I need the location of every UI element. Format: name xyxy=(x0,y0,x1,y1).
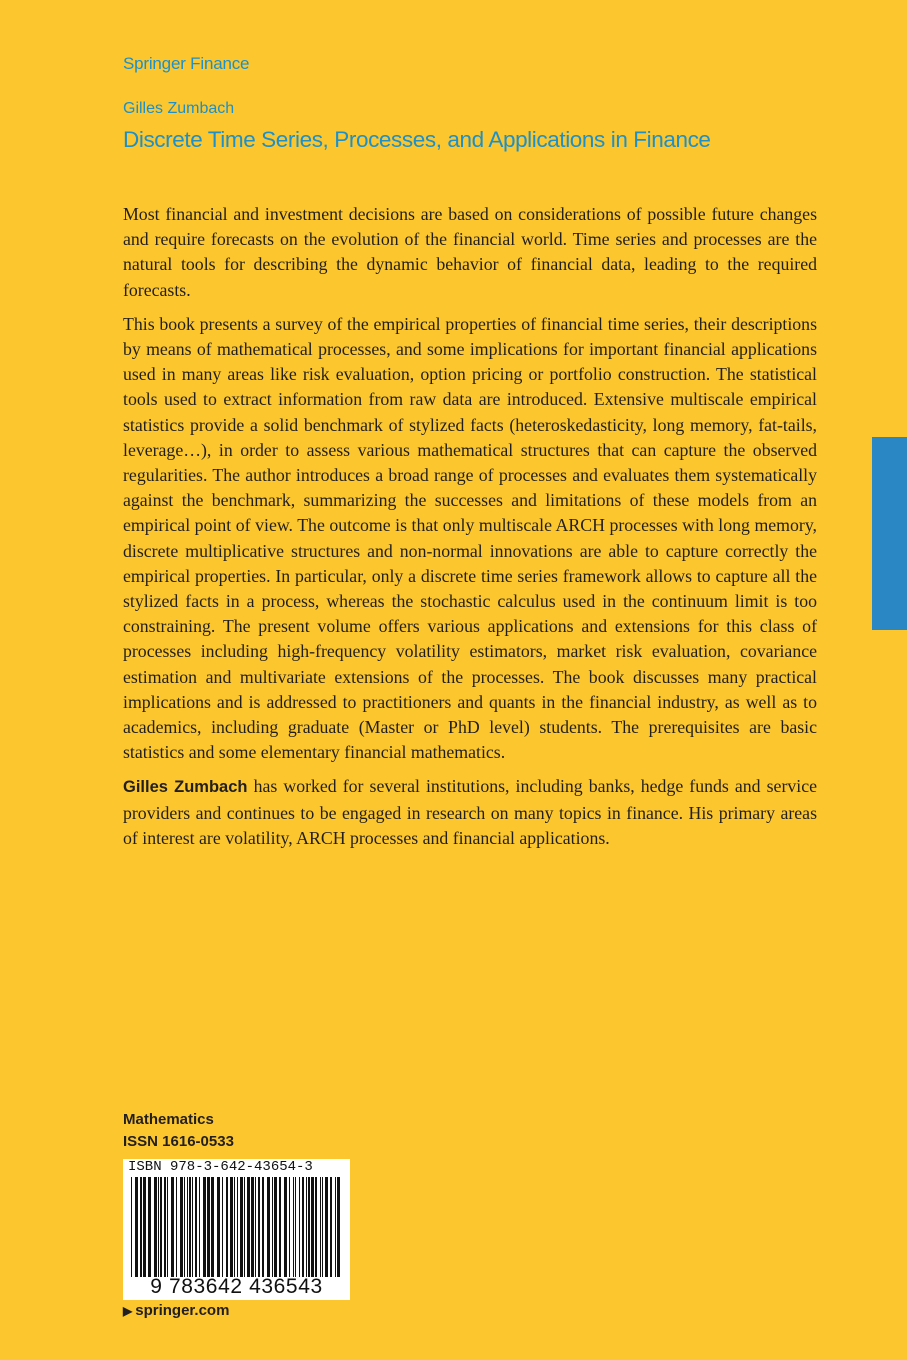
issn-label: ISSN 1616-0533 xyxy=(123,1133,234,1150)
barcode-bar xyxy=(255,1177,256,1277)
author-bio xyxy=(123,774,817,851)
barcode-bar xyxy=(247,1177,250,1277)
book-title: Discrete Time Series, Processes, and Applications in Finance xyxy=(123,127,711,152)
subject-label: Mathematics xyxy=(123,1111,214,1128)
barcode-bar xyxy=(289,1177,290,1277)
description-paragraph-2: This book presents a survey of the empirical properties of financial time series, their descriptions by means of mathematical processes, and some implications for important financial applications used in many areas like risk evaluation, option pricing or portfolio construction. The statistical tools used to extract information from raw data are introduced. Extensive multiscale empirical statistics provide a solid benchmark of stylized facts (heteroskedasticity, long memory, fat-tails, leverage…), in order to assess various mathematical structures that can capture the observed regularities. The author introduces a broad range of processes and evaluates them systematically against the benchmark, summarizing the successes and limitations of these models from an empirical point of view. The outcome is that only multiscale ARCH processes with long memory, discrete multiplicative structures and non-normal innovations are able to capture correctly the empirical properties. In particular, only a discrete time series framework allows to capture all the stylized facts in a process, whereas the stochastic calculus used in the continuum limit is too constraining. The present volume offers various applications and extensions for this class of processes including high-frequency volatility estimators, market risk evaluation, covariance estimation and multivariate extensions of the processes. The book discusses many practical implications and is addressed to practitioners and quants in the financial industry, as well as to academics, including graduate (Master or PhD level) students. The prerequisites are basic statistics and some elementary financial mathematics. xyxy=(123,313,817,763)
barcode-bar xyxy=(176,1177,177,1277)
barcode-bar xyxy=(211,1177,214,1277)
barcode-bar xyxy=(237,1177,238,1277)
barcode-bar xyxy=(160,1177,162,1277)
back-cover-text xyxy=(123,202,817,860)
barcode-bar xyxy=(143,1177,146,1277)
barcode-bar xyxy=(192,1177,193,1277)
barcode-bar xyxy=(311,1177,314,1277)
barcode-bar xyxy=(325,1177,328,1277)
arrow-icon: ▶ xyxy=(123,1304,133,1318)
barcode-bar xyxy=(158,1177,159,1277)
barcode-bar xyxy=(226,1177,228,1277)
barcode-bar xyxy=(279,1177,281,1277)
barcode-bar xyxy=(189,1177,191,1277)
barcode-bar xyxy=(293,1177,294,1277)
barcode-bar xyxy=(240,1177,243,1277)
website-label: springer.com xyxy=(135,1302,230,1319)
barcode-bar xyxy=(299,1177,300,1277)
barcode-bar xyxy=(315,1177,317,1277)
barcode-bar xyxy=(267,1177,270,1277)
description-paragraph-1: Most financial and investment decisions are based on considerations of possible future changes and require forecasts on the evolution of the financial world. Time series and processes are the natural tools for describing the dynamic behavior of financial data, leading to the required forecasts. xyxy=(123,204,817,300)
barcode-bar xyxy=(131,1177,132,1277)
barcode-bar xyxy=(140,1177,142,1277)
barcode-bar xyxy=(207,1177,210,1277)
barcode-bar xyxy=(295,1177,296,1277)
barcode-bar xyxy=(217,1177,220,1277)
barcode-bar xyxy=(230,1177,233,1277)
barcode-bar xyxy=(322,1177,323,1277)
barcode-bar xyxy=(251,1177,254,1277)
barcode-bar xyxy=(203,1177,206,1277)
series-name: Springer Finance xyxy=(123,54,250,73)
barcode-bar xyxy=(148,1177,151,1277)
barcode-digits: 9 783642 436543 xyxy=(150,1275,323,1298)
barcode-bar xyxy=(180,1177,183,1277)
barcode xyxy=(123,1159,350,1300)
barcode-bars xyxy=(129,1177,345,1277)
barcode-bar xyxy=(187,1177,188,1277)
barcode-bar xyxy=(234,1177,235,1277)
barcode-bar xyxy=(244,1177,245,1277)
barcode-bar xyxy=(164,1177,166,1277)
barcode-bar xyxy=(306,1177,307,1277)
barcode-bar xyxy=(335,1177,336,1277)
publisher-website xyxy=(123,1302,229,1319)
barcode-bar xyxy=(135,1177,138,1277)
barcode-bar xyxy=(167,1177,168,1277)
barcode-bar xyxy=(154,1177,157,1277)
barcode-bar xyxy=(308,1177,310,1277)
barcode-bar xyxy=(320,1177,321,1277)
bio-text: has worked for several institutions, including banks, hedge funds and service providers and continues to be engaged in research on many topics in finance. His primary areas of interest are volatility, ARCH processes and financial applications. xyxy=(123,776,817,848)
spine-color-tab xyxy=(872,437,907,630)
subject-block xyxy=(123,1109,234,1153)
barcode-bar xyxy=(272,1177,273,1277)
barcode-bar xyxy=(337,1177,340,1277)
barcode-bar xyxy=(195,1177,197,1277)
barcode-bar xyxy=(184,1177,185,1277)
barcode-bar xyxy=(284,1177,287,1277)
barcode-bar xyxy=(274,1177,277,1277)
barcode-bar xyxy=(258,1177,260,1277)
barcode-bar xyxy=(330,1177,332,1277)
barcode-bar xyxy=(302,1177,304,1277)
barcode-bar xyxy=(262,1177,264,1277)
barcode-bar xyxy=(171,1177,174,1277)
isbn-label: ISBN 978-3-642-43654-3 xyxy=(128,1159,313,1175)
barcode-bar xyxy=(199,1177,200,1277)
author-name: Gilles Zumbach xyxy=(123,100,235,117)
bio-author-name: Gilles Zumbach xyxy=(123,778,248,797)
barcode-bar xyxy=(222,1177,223,1277)
